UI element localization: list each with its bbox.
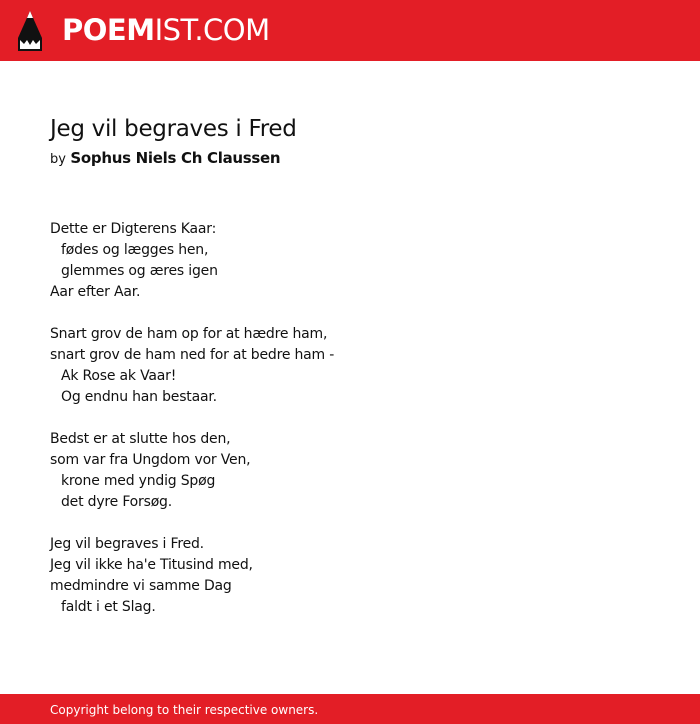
poem-line: Jeg vil begraves i Fred. (50, 536, 204, 552)
poem-line: Bedst er at slutte hos den, (50, 431, 231, 447)
poem-line: Aar efter Aar. (50, 284, 141, 300)
poem-line: glemmes og æres igen (61, 263, 218, 279)
author-name[interactable]: Sophus Niels Ch Claussen (70, 149, 281, 167)
poem-line: krone med yndig Spøg (61, 473, 216, 489)
logo-text-light: IST.COM (154, 13, 270, 47)
poem-stanza (50, 534, 650, 618)
poem-line: snart grov de ham ned for at bedre ham - (50, 347, 335, 363)
poem-stanza (50, 429, 650, 513)
poem-line: Jeg vil ikke ha'e Titusind med, (50, 557, 253, 573)
poem-line: medmindre vi samme Dag (50, 578, 232, 594)
poem-line: Dette er Digterens Kaar: (50, 221, 217, 237)
poem-line: det dyre Forsøg. (61, 494, 172, 510)
by-label: by (50, 152, 66, 167)
site-header (0, 0, 700, 61)
logo-text-bold: POEM (62, 13, 155, 47)
poem-body (50, 219, 650, 639)
pencil-tip-icon[interactable] (18, 11, 42, 51)
copyright-text: Copyright belong to their respective owners. (50, 703, 319, 717)
site-footer (0, 694, 700, 724)
poem-line: fødes og lægges hen, (61, 242, 209, 258)
poem-stanza (50, 219, 650, 303)
poem-stanza (50, 324, 650, 408)
poem-line: faldt i et Slag. (61, 599, 156, 615)
site-logo[interactable] (62, 12, 270, 48)
poem-title: Jeg vil begraves i Fred (50, 116, 297, 142)
poem-line: som var fra Ungdom vor Ven, (50, 452, 251, 468)
poem-line: Snart grov de ham op for at hædre ham, (50, 326, 328, 342)
poem-byline (50, 149, 280, 167)
poem-line: Og endnu han bestaar. (61, 389, 217, 405)
poem-line: Ak Rose ak Vaar! (61, 368, 177, 384)
